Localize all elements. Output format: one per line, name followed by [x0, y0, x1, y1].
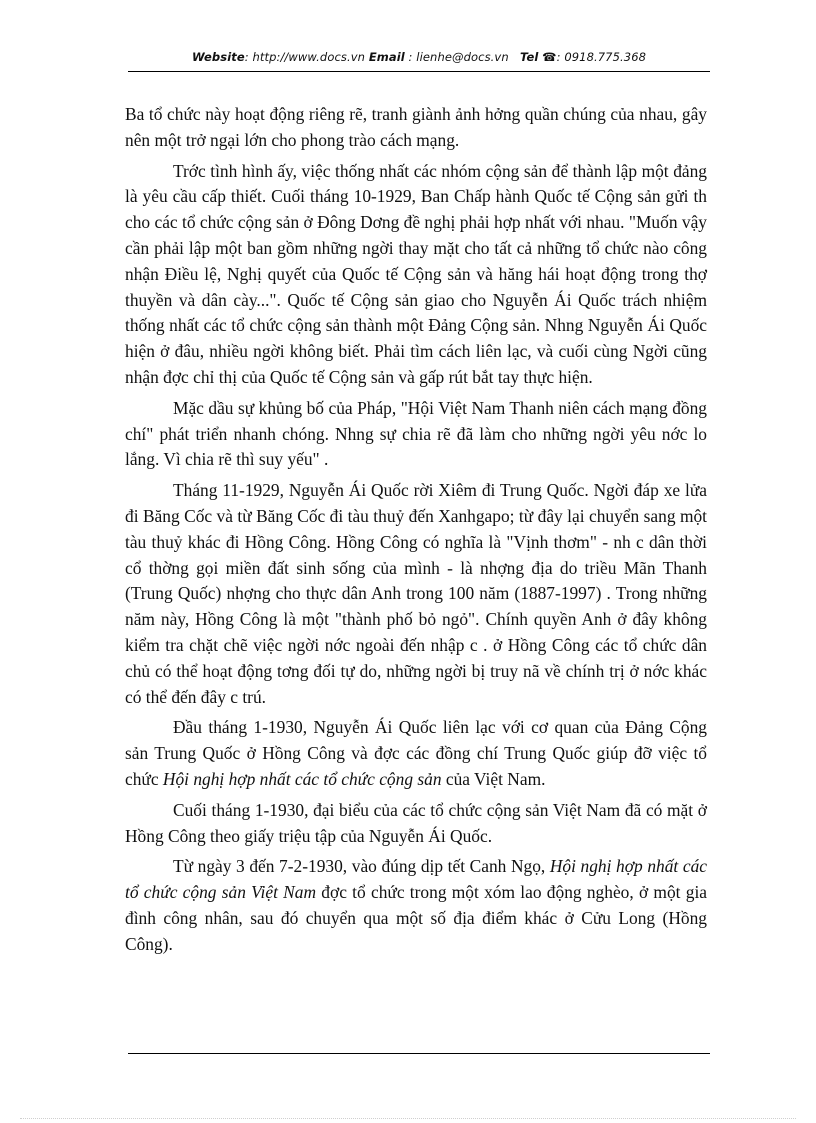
footer-divider [128, 1053, 710, 1054]
email-separator: : [404, 50, 417, 64]
paragraph-3: Mặc dầu sự khủng bố của Pháp, "Hội Việt Nam Thanh niên cách mạng đồng chí" phát triển nhanh chóng. Nhng sự chia rẽ đã làm cho những ngời yêu nớc lo lắng. Vì chia rẽ thì suy yếu" . [125, 397, 707, 470]
website-separator: : [244, 50, 253, 64]
telephone-icon: ☎ [542, 50, 557, 64]
document-body [125, 102, 707, 963]
paragraph-4: Tháng 11-1929, Nguyễn Ái Quốc rời Xiêm đi Trung Quốc. Ngời đáp xe lửa đi Băng Cốc và từ Băng Cốc đi tàu thuỷ đến Xanhgapo; từ đây lại chuyển sang một tàu thuỷ khác đi Hồng Công. Hồng Công có nghĩa là "Vịnh thơm" - nh c dân thời cổ thờng gọi miền đất sinh sống của mình - là nhợng địa do triều Mãn Thanh (Trung Quốc) nhợng cho thực dân Anh trong 100 năm (1887-1997) . Trong những năm này, Hồng Công là một "thành phố bỏ ngỏ". Chính quyền Anh ở đây không kiểm tra chặt chẽ việc ngời nớc ngoài đến nhập c . ở Hồng Công các tổ chức dân chủ có thể hoạt động tơng đối tự do, những ngời bị truy nã về chính trị ở nớc khác có thể đến đây c trú. [125, 480, 707, 707]
paragraph-7-italic: Hội nghị hợp nhất các tổ chức cộng sản Việt Nam [125, 856, 707, 903]
paragraph-2: Trớc tình hình ấy, việc thống nhất các nhóm cộng sản để thành lập một đảng là yêu cầu cấp thiết. Cuối tháng 10-1929, Ban Chấp hành Quốc tế Cộng sản gửi th cho các tổ chức cộng sản ở Đông Dơng đề nghị phải hợp nhất với nhau. "Muốn vậy cần phải lập một ban gồm những ngời thay mặt cho tất cả những tổ chức nào công nhận Điều lệ, Nghị quyết của Quốc tế Cộng sản và hăng hái hoạt động trong thợ thuyền và dân cày...". Quốc tế Cộng sản giao cho Nguyễn Ái Quốc trách nhiệm thống nhất các tổ chức cộng sản thành một Đảng Cộng sản. Nhng Nguyễn Ái Quốc hiện ở đâu, nhiều ngời không biết. Phải tìm cách liên lạc, và cuối cùng Ngời cũng nhận đợc chỉ thị của Quốc tế Cộng sản và gấp rút bắt tay thực hiện. [125, 160, 707, 387]
paragraph-7-text: Từ ngày 3 đến 7-2-1930, vào đúng dịp tết Canh Ngọ, [173, 856, 550, 877]
paragraph-6: Cuối tháng 1-1930, đại biểu của các tổ chức cộng sản Việt Nam đã có mặt ở Hồng Công theo giấy triệu tập của Nguyễn Ái Quốc. [125, 799, 707, 846]
paragraph-5-italic: Hội nghị hợp nhất các tổ chức cộng sản [162, 768, 442, 789]
page-header [128, 50, 710, 70]
website-label: Website [191, 50, 245, 64]
website-url[interactable]: http://www.docs.vn [252, 50, 366, 64]
email-label: Email [368, 50, 405, 64]
paragraph-5-text: Đầu tháng 1-1930, Nguyễn Ái Quốc liên lạc với cơ quan của Đảng Cộng sản Trung Quốc ở Hồng Công và đợc các đồng chí Trung Quốc giúp đỡ việc tổ chức [125, 717, 707, 789]
tel-number: 0918.775.368 [564, 50, 647, 64]
paragraph-5-tail: của Việt Nam. [441, 768, 546, 789]
paragraph-7 [125, 854, 707, 957]
email-address[interactable]: lienhe@docs.vn [416, 50, 509, 64]
paragraph-5 [125, 715, 707, 792]
page-bottom-edge [20, 1118, 796, 1119]
paragraph-1: Ba tổ chức này hoạt động riêng rẽ, tranh giành ảnh hởng quần chúng của nhau, gây nên một trở ngại lớn cho phong trào cách mạng. [125, 104, 707, 150]
tel-label: Tel [520, 50, 539, 64]
header-divider [128, 71, 710, 72]
tel-separator: : [556, 50, 565, 64]
paragraph-7-tail: đợc tổ chức trong một xóm lao động nghèo, ở một gia đình công nhân, sau đó chuyển qua một số địa điểm khác ở Cửu Long (Hồng Công). [125, 882, 708, 954]
